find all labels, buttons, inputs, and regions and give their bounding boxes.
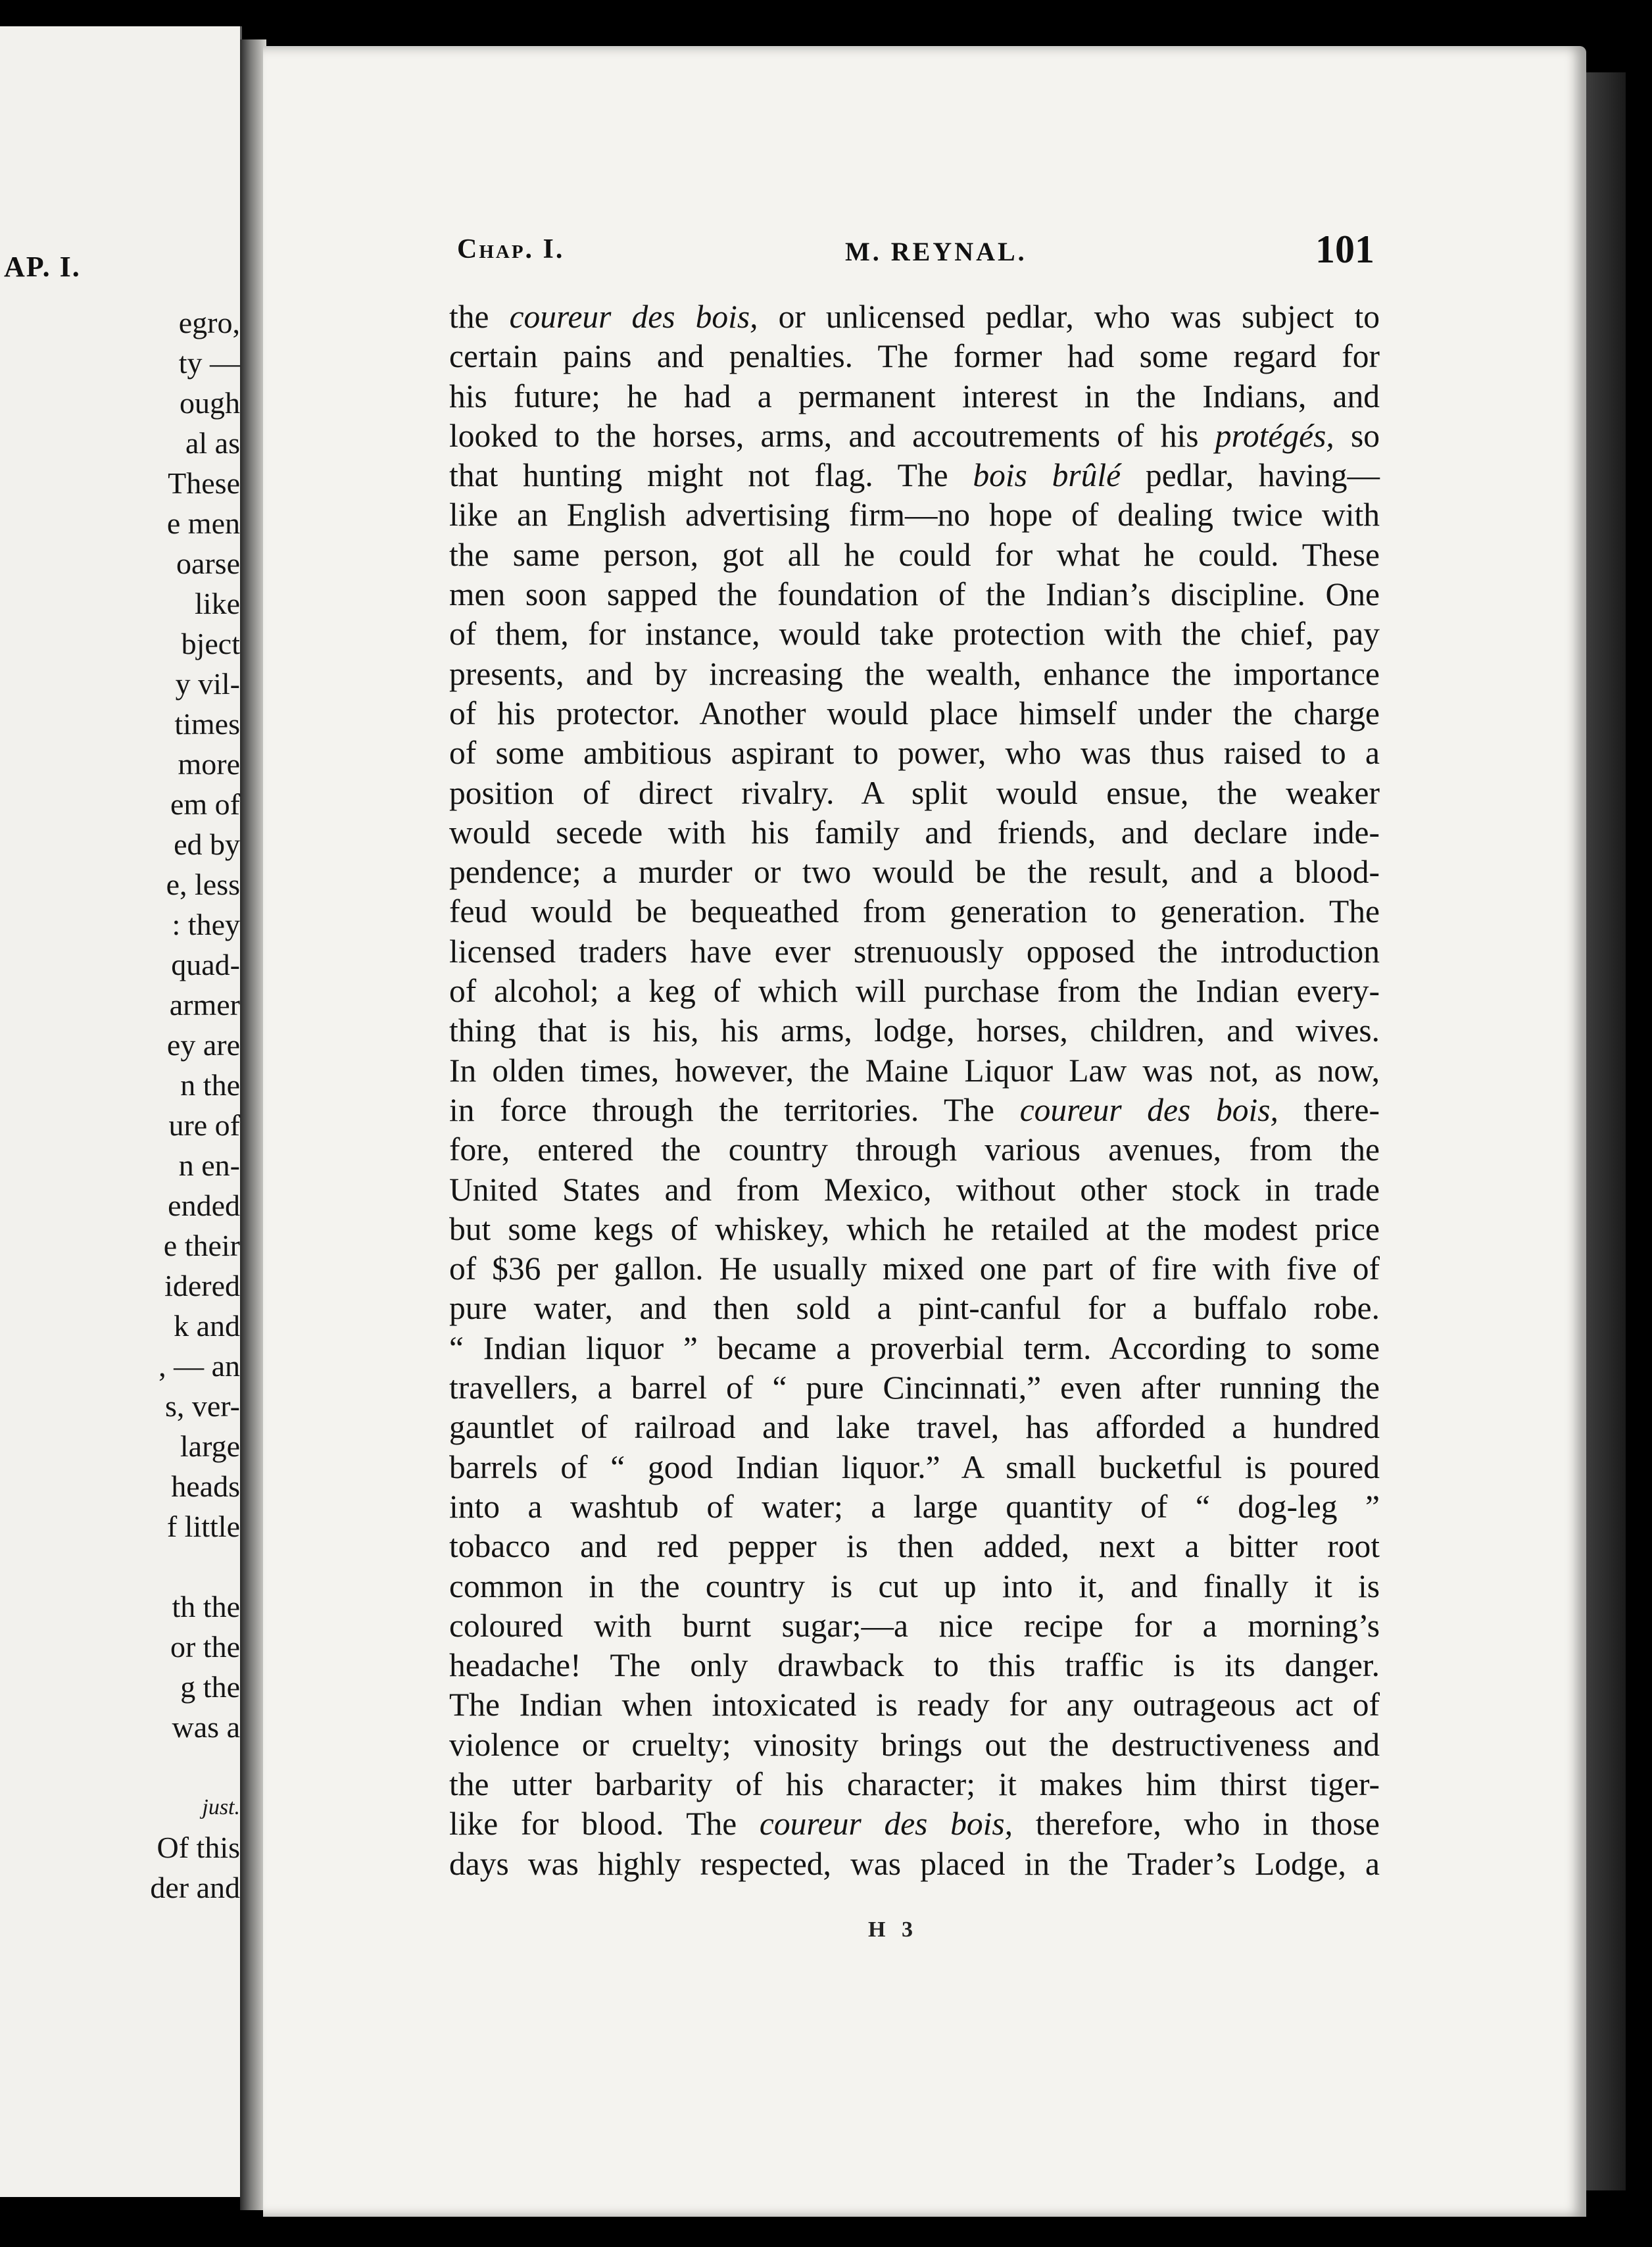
text-line [449,654,1380,694]
text-run: In olden times, however, the Maine Liquor Law was not, as now, [449,1052,1380,1089]
text-line [449,1329,1380,1368]
previous-page-line: just. [202,1795,240,1819]
text-run: or unlicensed pedlar, who was subject to [758,299,1380,335]
text-run: pure water, and then sold a pint-canful for a buffalo robe. [449,1290,1380,1327]
previous-page-line: more [178,747,240,781]
previous-page-line: g the [180,1670,240,1704]
text-line [449,1606,1380,1646]
previous-page-line: th the [172,1590,240,1623]
previous-page-line: quad- [171,948,240,981]
previous-page-line: der and [150,1871,240,1904]
text-run: days was highly respected, was placed in the Trader’s Lodge, a [449,1845,1380,1882]
text-line [449,852,1380,892]
previous-page-line: e, less [166,868,240,901]
previous-page-line [150,1546,240,1587]
text-line [449,1448,1380,1487]
text-run: into a washtub of water; a large quantity of “ dog-leg ” [449,1488,1380,1525]
text-line [449,1249,1380,1289]
text-run: common in the country is cut up into it, and finally it is [449,1568,1380,1604]
text-run: “ Indian liquor ” became a proverbial term. According to some [449,1329,1380,1366]
previous-page-text [150,303,240,1908]
text-line [449,1487,1380,1527]
text-line [449,456,1380,495]
previous-page-line: was a [172,1710,240,1744]
signature-mark: H 3 [868,1917,918,1942]
text-run: of alcohol; a keg of which will purchase from the Indian every- [449,973,1380,1010]
text-line [449,1210,1380,1249]
previous-page-line: ough [180,386,240,420]
text-run: thing that is his, his arms, lodge, horses, children, and wives. [449,1012,1380,1049]
text-run: looked to the horses, arms, and accoutrements of his [449,417,1215,454]
text-run: presents, and by increasing the wealth, enhance the importance [449,655,1380,692]
text-run: the [449,299,510,335]
text-line [449,614,1380,654]
previous-page-line: egro, [178,306,240,339]
previous-page-line: idered [164,1269,240,1302]
running-head [457,227,1374,273]
text-line [449,575,1380,614]
previous-page-line: ey are [166,1028,240,1062]
italic-phrase: coureur des bois, [509,299,758,335]
text-run: of some ambitious aspirant to power, who was thus raised to a [449,735,1380,772]
text-line [449,1170,1380,1210]
text-line [449,733,1380,773]
text-line [449,774,1380,813]
text-run: coloured with burnt sugar;—a nice recipe for a morning’s [449,1607,1380,1644]
text-line [449,1289,1380,1328]
text-line [449,1844,1380,1884]
previous-page-line: k and [174,1309,240,1343]
text-run: violence or cruelty; vinosity brings out the destructiveness and [449,1726,1380,1763]
text-run: travellers, a barrel of “ pure Cincinnati,” even after running the [449,1370,1380,1406]
text-line [449,972,1380,1011]
previous-page-line: n the [180,1068,240,1102]
text-run: headache! The only drawback to this traffic is its danger. [449,1647,1380,1684]
previous-page-line: ure of [168,1108,240,1142]
running-title: M. REYNAL. [845,237,1027,266]
text-line [449,1646,1380,1685]
previous-page-line: oarse [176,547,240,580]
italic-phrase: protégés, [1215,417,1334,454]
text-run: of them, for instance, would take protection with the chief, pay [449,616,1380,653]
previous-page-line: like [195,587,240,620]
text-run: the utter barbarity of his character; it makes him thirst tiger- [449,1766,1380,1802]
text-run: of his protector. Another would place himself under the charge [449,695,1380,731]
text-run: so [1334,417,1380,454]
previous-page-line: al as [185,426,240,460]
text-run: pedlar, having— [1121,457,1380,494]
text-run: there- [1278,1091,1380,1128]
previous-page-line: : they [172,908,240,941]
text-line [449,1685,1380,1725]
text-line [449,932,1380,972]
previous-page-line [150,1747,240,1787]
previous-page-line: These [168,466,240,500]
text-line [449,1804,1380,1844]
text-run: position of direct rivalry. A split would ensue, the weaker [449,774,1380,811]
text-line [449,297,1380,337]
text-run: the same person, got all he could for what he could. These [449,536,1380,573]
previous-page-line: Of this [157,1831,240,1864]
text-line [449,495,1380,535]
italic-phrase: coureur des bois, [759,1806,1013,1842]
text-line [449,694,1380,733]
text-run: like for blood. The [449,1806,760,1842]
previous-page-line: e men [166,506,240,540]
previous-page-line: , — an [158,1349,240,1383]
text-line [449,535,1380,575]
text-run: United States and from Mexico, without other stock in trade [449,1171,1380,1208]
text-run: certain pains and penalties. The former had some regard for [449,338,1380,375]
italic-phrase: coureur des bois, [1019,1091,1278,1128]
text-line [449,1011,1380,1050]
previous-page-line: bject [181,627,240,660]
text-run: therefore, who in those [1013,1806,1380,1842]
text-run: fore, entered the country through various avenues, from the [449,1131,1380,1168]
previous-page-line: heads [171,1469,240,1503]
previous-page-line: ed by [174,827,240,861]
text-run: in force through the territories. The [449,1091,1020,1128]
text-run: tobacco and red pepper is then added, next a bitter root [449,1528,1380,1565]
text-run: like an English advertising firm—no hope of dealing twice with [449,497,1380,533]
text-line [449,1408,1380,1447]
previous-page-line: or the [170,1630,240,1664]
text-line [449,337,1380,376]
page-edge-shadow [1586,72,1626,2190]
text-line [449,1765,1380,1804]
previous-page-line: armer [169,988,240,1022]
text-line [449,1725,1380,1765]
text-run: The Indian when intoxicated is ready for any outrageous act of [449,1687,1380,1723]
text-line [449,416,1380,456]
text-line [449,1091,1380,1130]
body-text [449,297,1380,1884]
text-run: licensed traders have ever strenuously opposed the introduction [449,933,1380,970]
text-line [449,1368,1380,1408]
previous-page-line: times [174,707,240,741]
text-run: but some kegs of whiskey, which he retailed at the modest price [449,1210,1380,1247]
text-line [449,1130,1380,1170]
page-number: 101 [1315,228,1374,271]
previous-page-running-head: AP. I. [4,251,81,283]
previous-page-line: ended [168,1189,240,1222]
previous-page-line: f little [166,1510,240,1543]
previous-page-line: em of [170,787,240,821]
text-line [449,813,1380,852]
previous-page-line: ty — [178,346,240,380]
text-run: feud would be bequeathed from generation to generation. The [449,893,1380,930]
text-run: barrels of “ good Indian liquor.” A small bucketful is poured [449,1448,1380,1485]
previous-page-line: large [180,1429,240,1463]
text-run: of $36 per gallon. He usually mixed one part of fire with five of [449,1250,1380,1287]
italic-phrase: bois brûlé [973,457,1121,494]
text-line [449,892,1380,931]
chapter-label: Chap. I. [457,234,565,264]
text-run: his future; he had a permanent interest in the Indians, and [449,378,1380,414]
previous-page-line: y vil- [175,667,240,701]
previous-page-line: s, ver- [164,1389,240,1423]
previous-page-line: n en- [178,1148,240,1182]
book-gutter [240,39,266,2210]
text-line [449,1567,1380,1606]
text-run: would secede with his family and friends, and declare inde- [449,814,1380,851]
previous-page-fragment [0,26,242,2197]
text-line [449,377,1380,416]
text-run: gauntlet of railroad and lake travel, has afforded a hundred [449,1409,1380,1446]
text-run: pendence; a murder or two would be the result, and a blood- [449,854,1380,891]
text-run: men soon sapped the foundation of the Indian’s discipline. One [449,576,1380,613]
text-line [449,1527,1380,1566]
previous-page-line: e their [163,1229,240,1262]
text-run: that hunting might not flag. The [449,457,973,494]
text-line [449,1051,1380,1091]
